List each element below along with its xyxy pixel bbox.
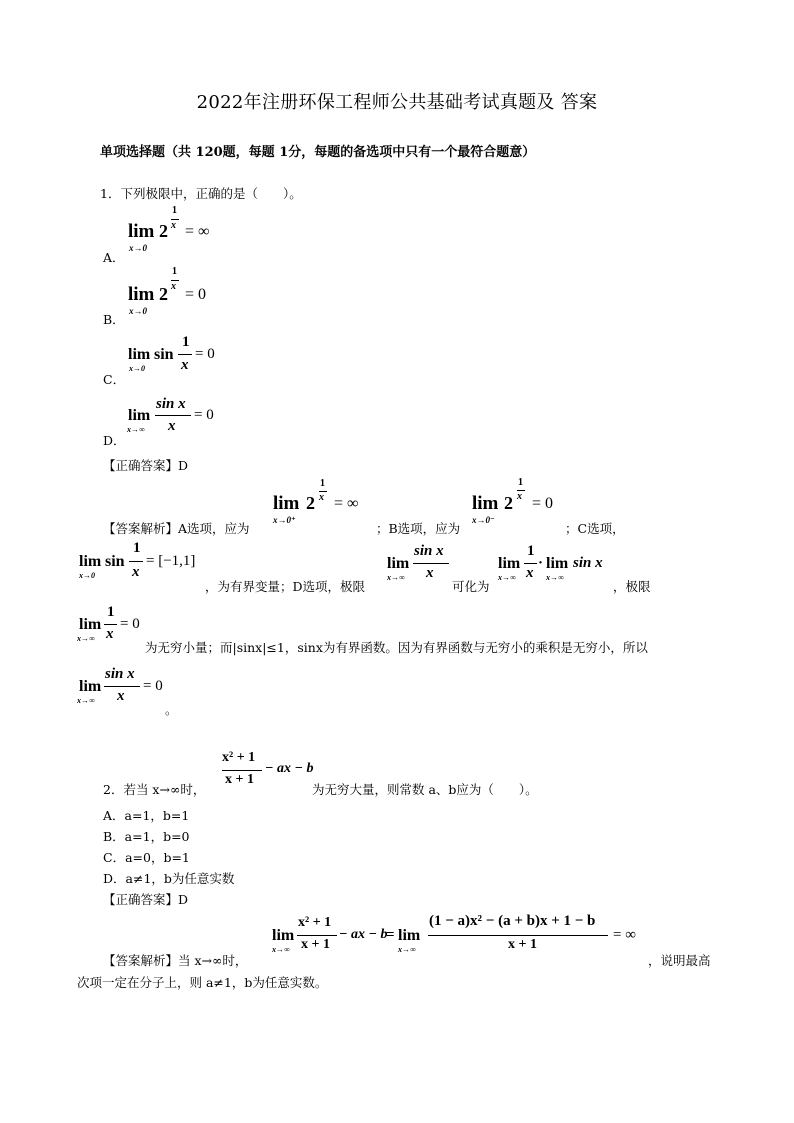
q1-option-d-formula: lim x→∞ sin x x = 0 bbox=[127, 396, 214, 434]
q1-option-a-formula: lim x→0 2 1 x = ∞ bbox=[128, 205, 210, 253]
q1-answer: 【正确答案】D bbox=[103, 458, 189, 473]
q2-analysis-formula: lim x→∞ x² + 1 x + 1 − ax − b = lim x→∞ (1 − a)x² − (a + b)x + 1 − b x + 1 = ∞ bbox=[272, 913, 636, 954]
q2-stem-b: 为无穷大量，则常数 a、b应为（ ）。 bbox=[312, 782, 538, 797]
q2-analysis-a: 【答案解析】当 x→∞时， bbox=[103, 953, 248, 968]
q2-option-a: A．a=1，b=1 bbox=[103, 808, 190, 823]
q1-analysis-formula-g: lim x→∞ sin x x = 0 bbox=[77, 666, 163, 705]
q1-analysis-p6: ，极限 bbox=[613, 579, 651, 594]
q1-analysis-formula-b: lim x→0⁻ 2 1 x = 0 bbox=[472, 477, 554, 525]
q1-option-a-label: A． bbox=[103, 250, 125, 265]
q1-analysis-p8: 。 bbox=[165, 702, 178, 717]
q1-analysis-formula-e: lim x→∞ 1 x · lim x→∞ sin x bbox=[498, 543, 603, 582]
q2-analysis-c: 次项一定在分子上，则 a≠1，b为任意实数。 bbox=[77, 975, 328, 990]
q1-option-b-label: B． bbox=[103, 312, 125, 327]
section-heading: 单项选择题（共 120题，每题 1分，每题的备选项中只有一个最符合题意） bbox=[100, 145, 536, 160]
q2-stem-a: 2．若当 x→∞时， bbox=[103, 782, 206, 797]
q2-stem-formula: x² + 1 x + 1 − ax − b bbox=[222, 750, 314, 787]
q2-option-c: C．a=0，b=1 bbox=[103, 850, 190, 865]
q2-option-d: D．a≠1，b为任意实数 bbox=[103, 871, 235, 886]
q1-option-c-formula: lim x→0 sin 1 x = 0 bbox=[128, 334, 215, 373]
q2-answer: 【正确答案】D bbox=[103, 892, 189, 907]
q1-analysis-p1: 【答案解析】A选项，应为 bbox=[103, 521, 250, 536]
q1-analysis-p7: 为无穷小量；而|sinx|≤1，sinx为有界函数。因为有界函数与无穷小的乘积是无穷小，所以 bbox=[145, 640, 648, 655]
q1-option-b-formula: lim x→0 2 1 x = 0 bbox=[128, 266, 207, 316]
q1-analysis-p5: 可化为 bbox=[452, 579, 490, 594]
q1-analysis-formula-a: lim x→0⁺ 2 1 x = ∞ bbox=[273, 478, 359, 525]
q1-analysis-formula-c: lim x→0 sin 1 x = [−1,1] bbox=[79, 540, 196, 580]
q1-stem: 1．下列极限中，正确的是（ ）。 bbox=[100, 186, 302, 201]
q1-analysis-p2: ；B选项，应为 bbox=[376, 521, 461, 536]
q1-analysis-formula-d: lim x→∞ sin x x bbox=[387, 543, 457, 591]
q1-option-d-label: D． bbox=[103, 433, 126, 448]
q1-option-c-label: C． bbox=[103, 372, 126, 387]
q1-analysis-p3: ；C选项， bbox=[565, 521, 625, 536]
q1-analysis-formula-f: lim x→∞ 1 x = 0 bbox=[77, 604, 140, 643]
q2-option-b: B．a=1，b=0 bbox=[103, 829, 190, 844]
q1-analysis-p4: ，为有界变量；D选项，极限 bbox=[205, 579, 366, 594]
q2-analysis-b: ，说明最高 bbox=[648, 953, 711, 968]
page-title: 2022年注册环保工程师公共基础考试真题及 答案 bbox=[196, 92, 598, 113]
